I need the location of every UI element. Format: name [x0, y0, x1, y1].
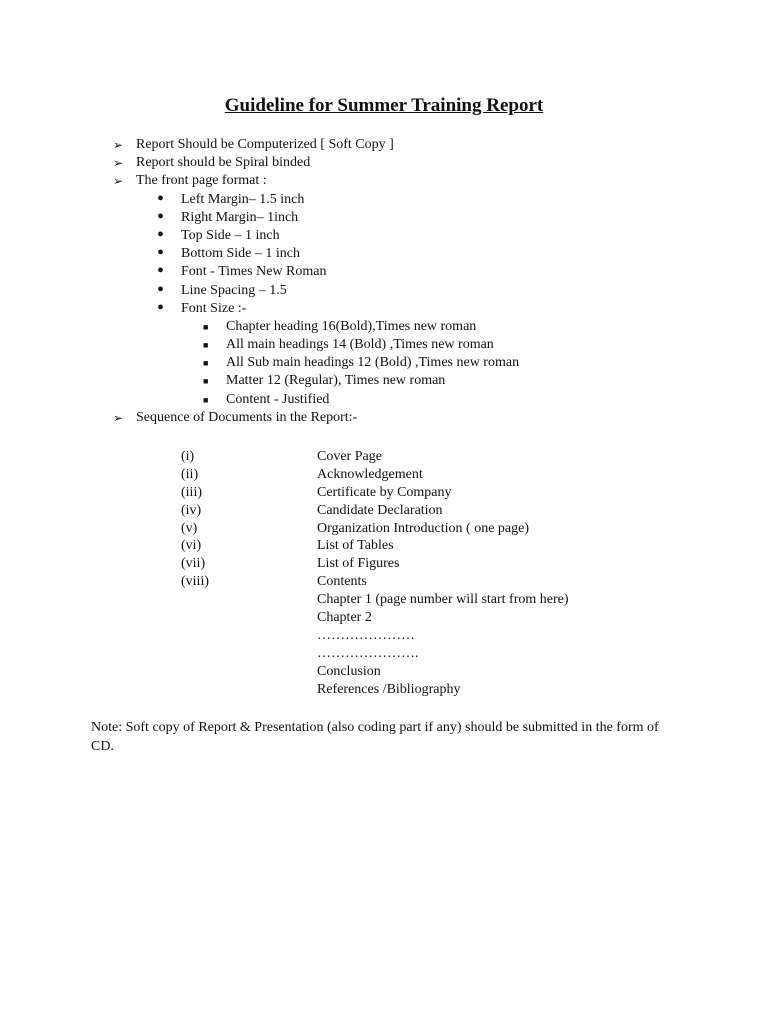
bullet-text: Line Spacing – 1.5: [181, 282, 287, 298]
sequence-item: Conclusion: [317, 663, 381, 679]
arrow-bullet-icon: ➢: [113, 410, 124, 425]
bullet-text: Font - Times New Roman: [181, 264, 327, 280]
sequence-row: [0, 573, 768, 591]
sequence-item: Acknowledgement: [317, 466, 423, 482]
sequence-item: References /Bibliography: [317, 681, 461, 697]
sequence-number: (ii): [181, 466, 199, 482]
sequence-number: (vi): [181, 538, 202, 554]
sequence-row: [0, 537, 768, 555]
sequence-row: [0, 681, 768, 699]
guideline-list: [0, 136, 768, 427]
bullet-text: Chapter heading 16(Bold),Times new roman: [226, 318, 477, 334]
sequence-item: ………………….: [317, 645, 419, 661]
sequence-row: [0, 502, 768, 520]
bullet-item-level-1: [0, 409, 768, 427]
bullet-text: Matter 12 (Regular), Times new roman: [226, 373, 446, 389]
sequence-row: [0, 484, 768, 502]
square-bullet-icon: ■: [203, 394, 209, 405]
disc-bullet-icon: •: [157, 260, 165, 283]
bullet-item-level-1: [0, 154, 768, 172]
bullet-item-level-1: [0, 172, 768, 190]
bullet-text: Right Margin– 1inch: [181, 209, 299, 225]
bullet-item-level-3: [0, 391, 768, 409]
bullet-text: Sequence of Documents in the Report:-: [136, 409, 358, 425]
sequence-number: (viii): [181, 574, 209, 590]
bullet-text: Top Side – 1 inch: [181, 227, 280, 243]
bullet-text: Bottom Side – 1 inch: [181, 246, 300, 262]
sequence-row: [0, 627, 768, 645]
square-bullet-icon: ■: [203, 376, 209, 387]
bullet-text: Report Should be Computerized [ Soft Copy ]: [136, 137, 394, 152]
bullet-text: All main headings 14 (Bold) ,Times new roman: [226, 337, 494, 353]
arrow-bullet-icon: ➢: [113, 174, 124, 189]
sequence-item: …………………: [317, 627, 415, 643]
bullet-text: All Sub main headings 12 (Bold) ,Times new roman: [226, 355, 520, 371]
sequence-row: [0, 591, 768, 609]
sequence-row: [0, 520, 768, 538]
bullet-item-level-2: [0, 278, 768, 301]
bullet-text: The front page format :: [136, 173, 267, 189]
bullet-item-level-1: [0, 136, 768, 154]
sequence-item: Cover Page: [317, 449, 382, 464]
bullet-item-level-3: [0, 354, 768, 372]
page-title: Guideline for Summer Training Report: [224, 95, 544, 116]
sequence-row: [0, 555, 768, 573]
bullet-item-level-2: [0, 296, 768, 319]
bullet-item-level-2: [0, 223, 768, 246]
bullet-item-level-2: [0, 187, 768, 210]
bullet-text: Left Margin– 1.5 inch: [181, 191, 305, 207]
sequence-item: List of Figures: [317, 556, 400, 572]
bullet-text: Report should be Spiral binded: [136, 155, 311, 171]
square-bullet-icon: ■: [203, 321, 209, 332]
bullet-item-level-2: [0, 260, 768, 283]
sequence-item: Chapter 1 (page number will start from here): [317, 592, 569, 608]
sequence-number: (i): [181, 449, 195, 464]
bullet-item-level-3: [0, 372, 768, 390]
document-sequence-list: [0, 448, 768, 698]
square-bullet-icon: ■: [203, 340, 209, 351]
sequence-row: [0, 645, 768, 663]
sequence-item: Candidate Declaration: [317, 502, 443, 518]
sequence-item: List of Tables: [317, 538, 394, 554]
sequence-item: Chapter 2: [317, 610, 372, 626]
disc-bullet-icon: •: [157, 187, 165, 210]
sequence-number: (iii): [181, 484, 202, 500]
disc-bullet-icon: •: [157, 278, 165, 301]
sequence-item: Certificate by Company: [317, 484, 452, 500]
disc-bullet-icon: •: [157, 205, 165, 228]
sequence-row: [0, 448, 768, 466]
bullet-item-level-2: [0, 242, 768, 265]
disc-bullet-icon: •: [157, 223, 165, 246]
square-bullet-icon: ■: [203, 358, 209, 369]
sequence-number: (iv): [181, 502, 202, 518]
disc-bullet-icon: •: [157, 242, 165, 265]
sequence-number: (v): [181, 520, 198, 536]
bullet-item-level-2: [0, 205, 768, 228]
arrow-bullet-icon: ➢: [113, 156, 124, 171]
footnote-note: Note: Soft copy of Report & Presentation (also coding part if any) should be submitted in the form of CD.: [91, 720, 659, 754]
bullet-text: Content - Justified: [226, 391, 330, 407]
sequence-item: Organization Introduction ( one page): [317, 520, 530, 536]
sequence-row: [0, 609, 768, 627]
arrow-bullet-icon: ➢: [113, 138, 124, 152]
sequence-row: [0, 466, 768, 484]
sequence-row: [0, 663, 768, 681]
bullet-text: Font Size :-: [181, 300, 247, 316]
sequence-item: Contents: [317, 574, 367, 590]
bullet-item-level-3: [0, 336, 768, 354]
disc-bullet-icon: •: [157, 296, 165, 319]
sequence-number: (vii): [181, 556, 206, 572]
bullet-item-level-3: [0, 318, 768, 336]
